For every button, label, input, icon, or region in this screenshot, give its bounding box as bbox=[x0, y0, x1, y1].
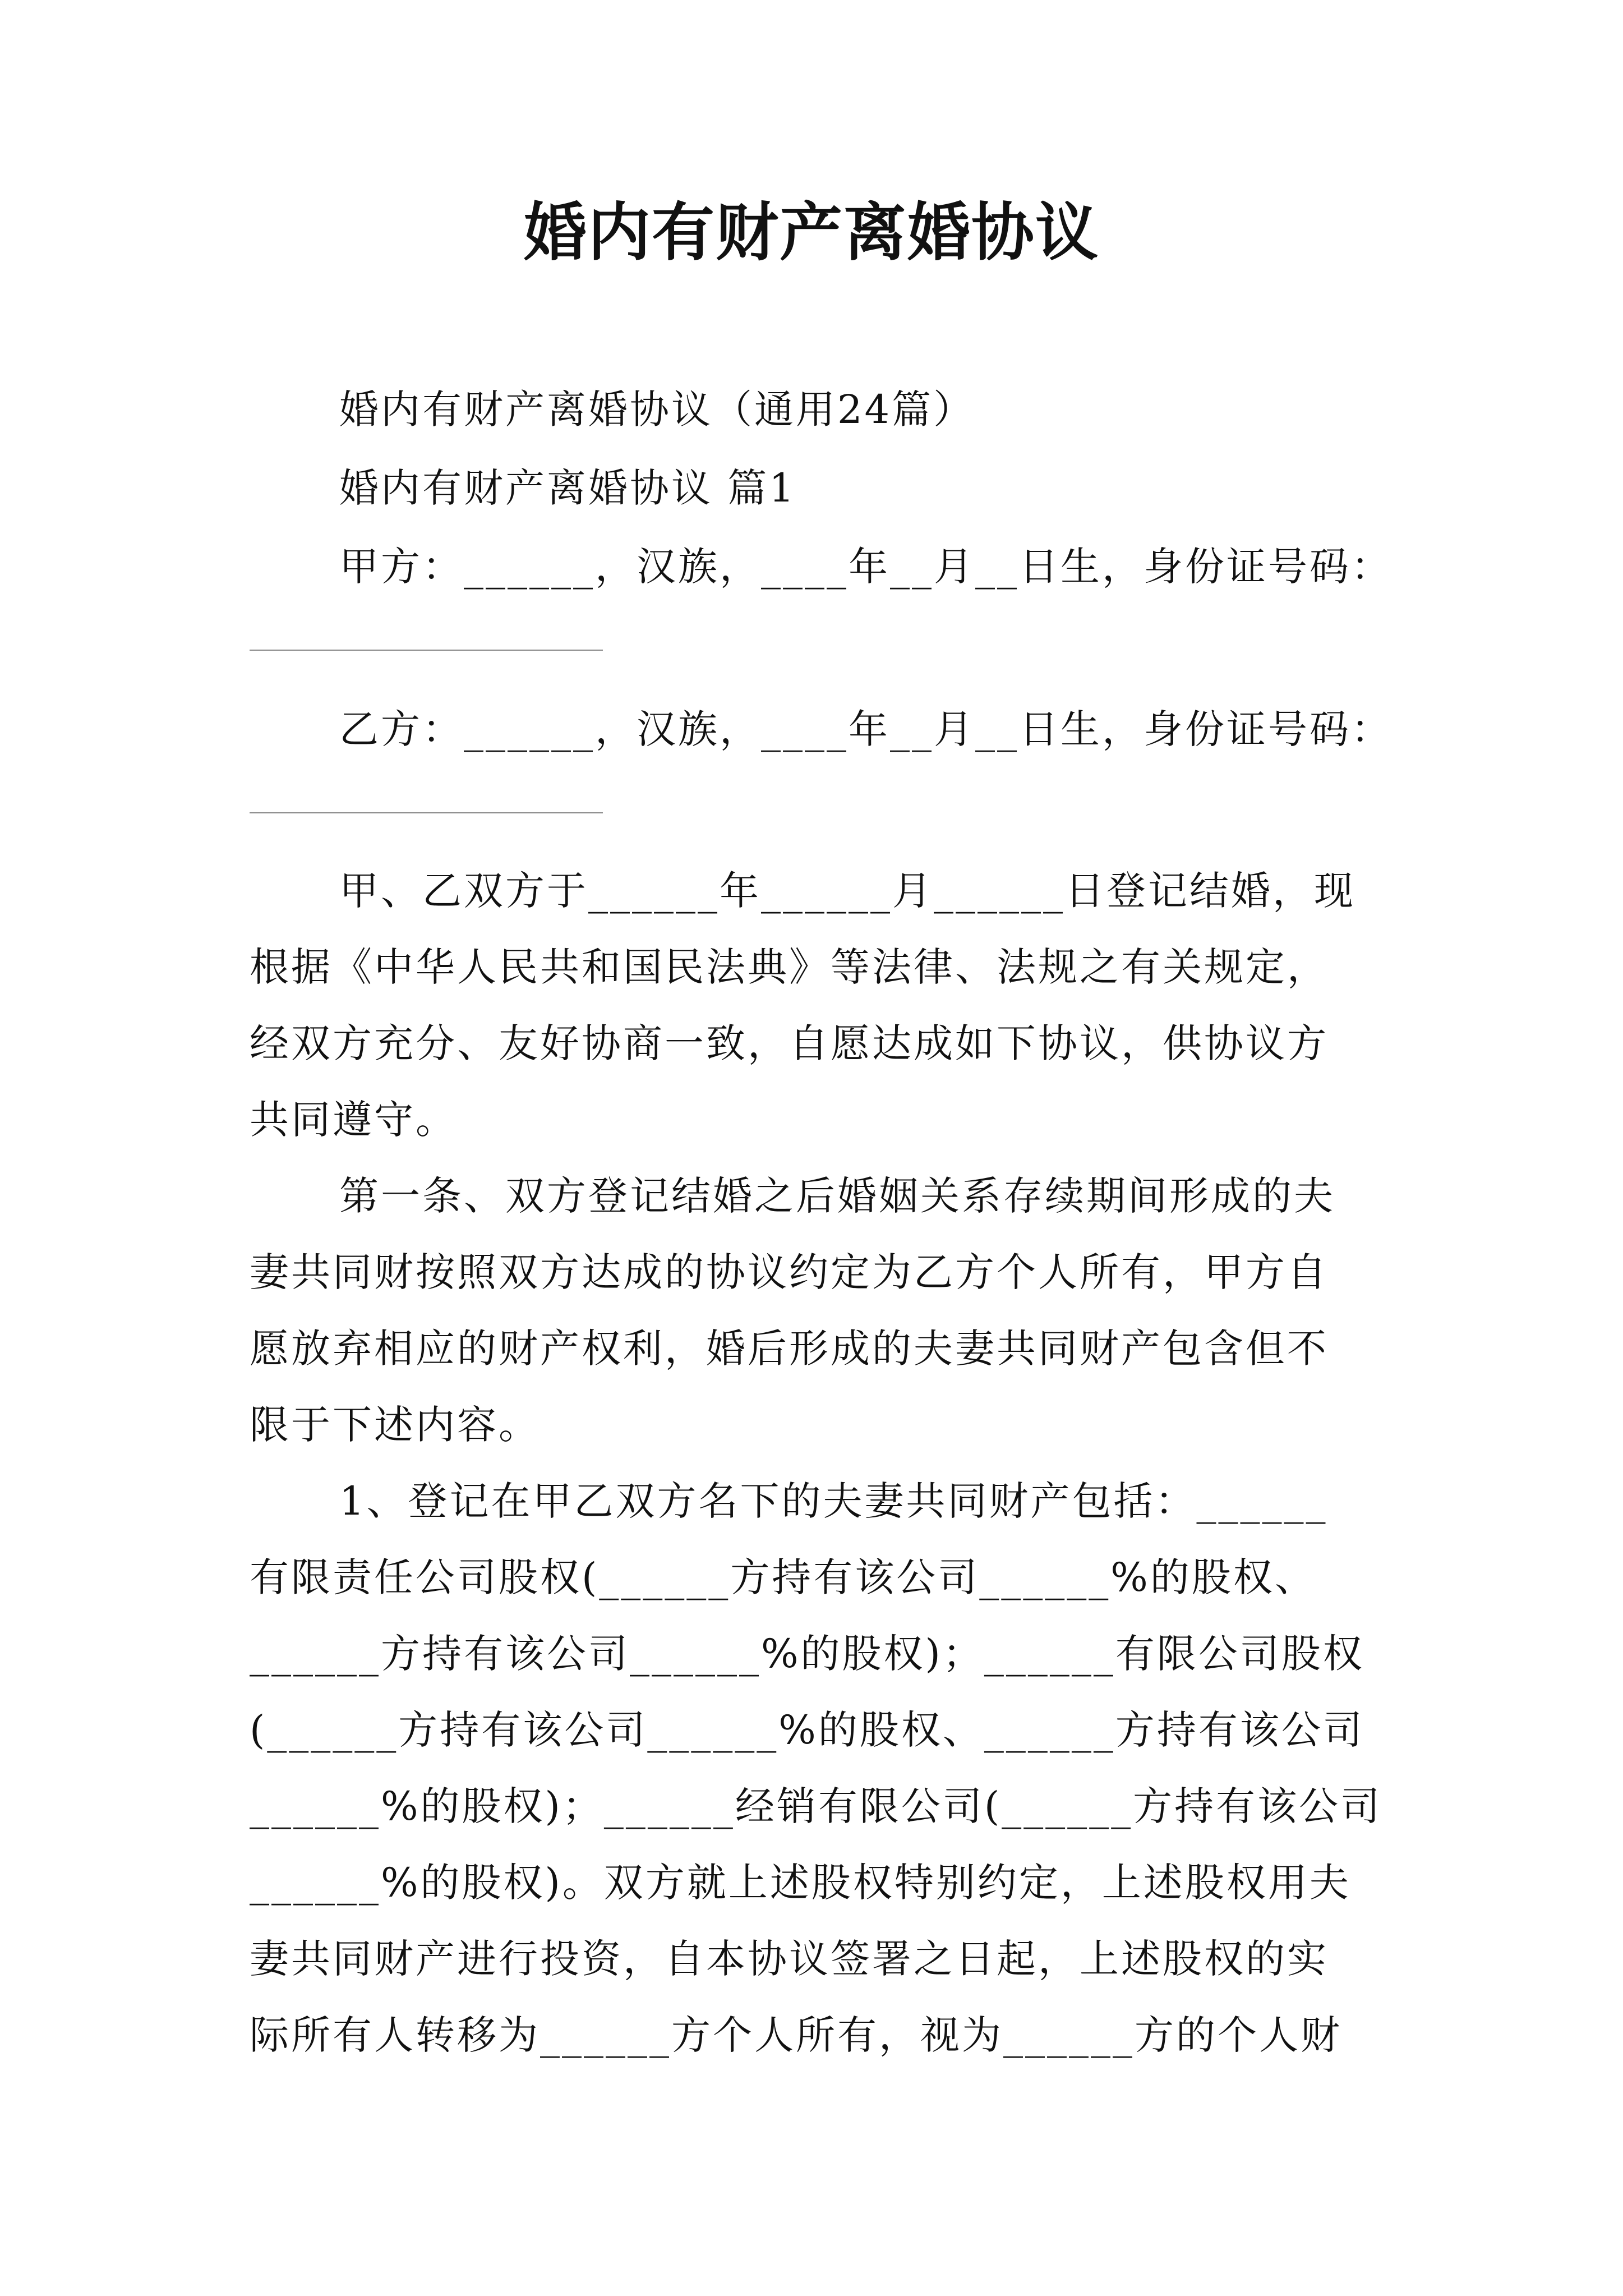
paragraph-line: 有限责任公司股权(______方持有该公司______%的股权、 bbox=[250, 1554, 1316, 1600]
party-a-id-blank bbox=[250, 623, 603, 651]
paragraph-line: 妻共同财按照双方达成的协议约定为乙方个人所有，甲方自 bbox=[250, 1249, 1329, 1295]
paragraph-line: 根据《中华人民共和国民法典》等法律、法规之有关规定， bbox=[250, 944, 1329, 990]
subtitle: 婚内有财产离婚协议（通用24篇） bbox=[339, 386, 975, 432]
paragraph-line: 限于下述内容。 bbox=[250, 1402, 540, 1448]
party-b-line: 乙方：______，汉族，____年__月__日生，身份证号码： bbox=[339, 706, 1393, 752]
paragraph-line: ______%的股权)。双方就上述股权特别约定，上述股权用夫 bbox=[250, 1860, 1351, 1906]
paragraph-line: 愿放弃相应的财产权利，婚后形成的夫妻共同财产包含但不 bbox=[250, 1326, 1329, 1372]
paragraph-line: 第一条、双方登记结婚之后婚姻关系存续期间形成的夫 bbox=[339, 1173, 1335, 1219]
section-heading: 婚内有财产离婚协议 篇1 bbox=[339, 465, 796, 511]
paragraph-line: ______%的股权)；______经销有限公司(______方持有该公司 bbox=[250, 1783, 1382, 1829]
paragraph-line: 经双方充分、友好协商一致，自愿达成如下协议，供协议方 bbox=[250, 1020, 1329, 1066]
paragraph-line: (______方持有该公司______%的股权、______方持有该公司 bbox=[250, 1707, 1364, 1753]
party-b-id-blank bbox=[250, 785, 603, 813]
paragraph-line: 际所有人转移为______方个人所有，视为______方的个人财 bbox=[250, 2012, 1342, 2058]
document-body bbox=[250, 370, 1393, 2073]
document-title: 婚内有财产离婚协议 bbox=[524, 196, 1099, 269]
paragraph-line: 1、登记在甲乙双方名下的夫妻共同财产包括：______ bbox=[339, 1478, 1328, 1524]
paragraph-line: 甲、乙双方于______年______月______日登记结婚，现 bbox=[339, 868, 1355, 914]
party-a-line: 甲方：______，汉族，____年__月__日生，身份证号码： bbox=[339, 544, 1393, 590]
paragraph-line: 共同遵守。 bbox=[250, 1097, 457, 1143]
paragraph-line: 妻共同财产进行投资，自本协议签署之日起，上述股权的实 bbox=[250, 1936, 1329, 1982]
paragraph-line: ______方持有该公司______%的股权)；______有限公司股权 bbox=[250, 1631, 1364, 1677]
